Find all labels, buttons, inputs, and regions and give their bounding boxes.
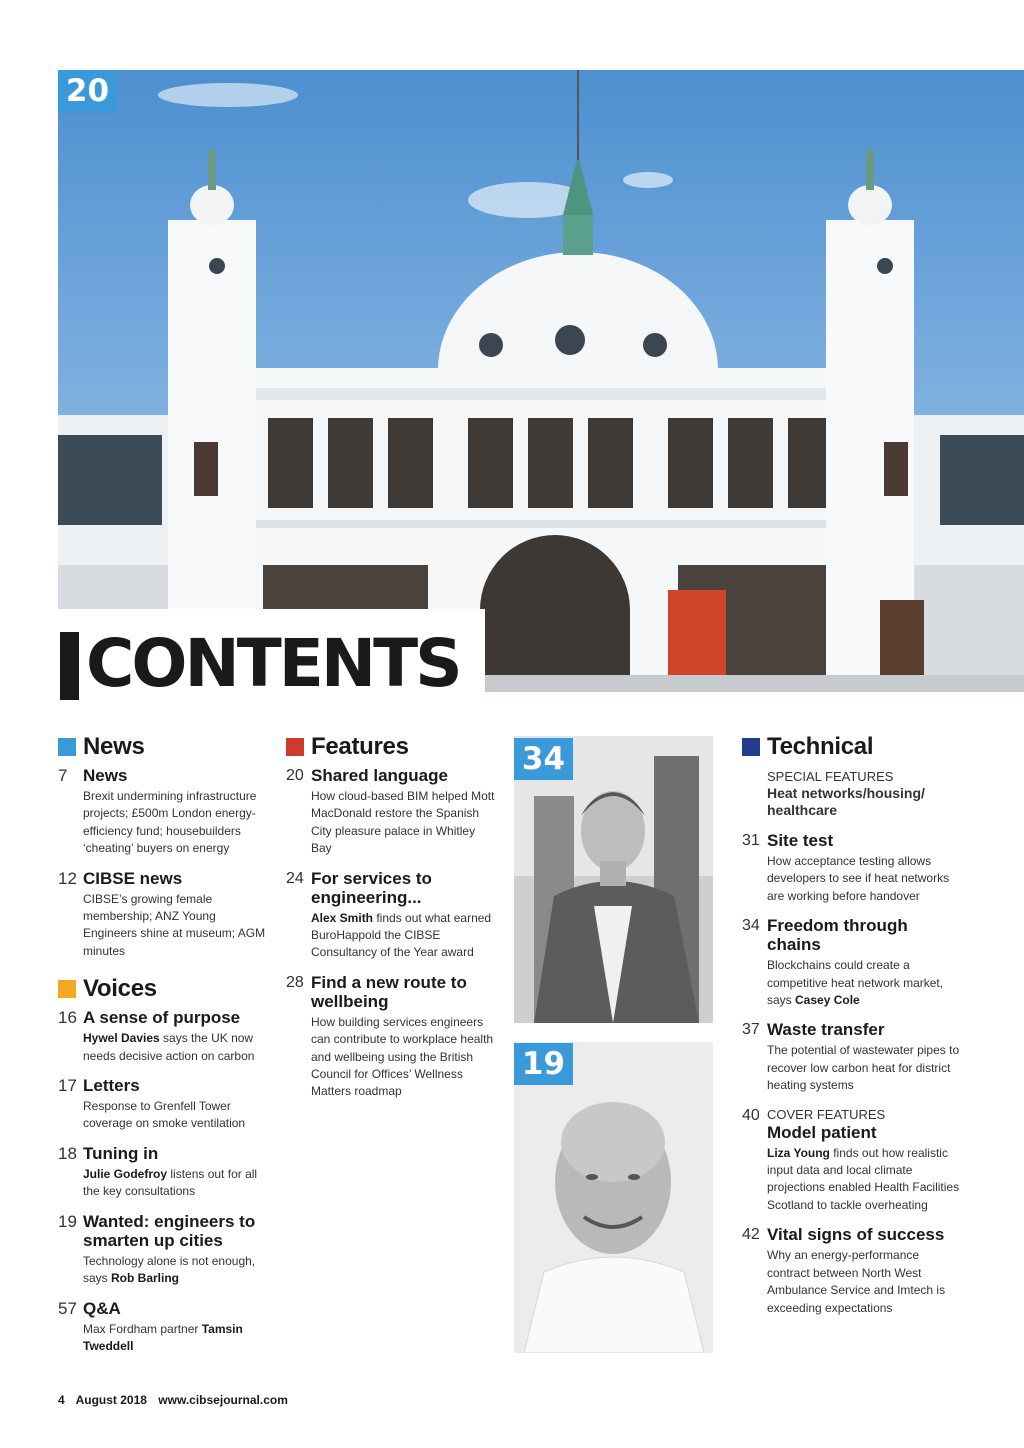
news-square-icon: [58, 738, 76, 756]
toc-entry-letters[interactable]: 17 Letters Response to Grenfell Tower coverage on smoke ventilation: [58, 1076, 246, 1131]
toc-entry-cibse-news[interactable]: 12 CIBSE news CIBSE’s growing female membership; ANZ Young Engineers shine at museum; AGM minutes: [58, 868, 266, 958]
toc-entry-services-to-engineering[interactable]: 24 For services to engineering... Alex Smith finds out what earned BuroHappold the CIBSE Consultancy of the Year award: [286, 868, 492, 960]
special-features-block: SPECIAL FEATURES Heat networks/housing/ healthcare: [767, 769, 925, 818]
technical-square-icon: [742, 738, 760, 756]
column-technical: [742, 732, 962, 1328]
hero-page-badge: 20: [58, 70, 117, 113]
photo-badge-19: 19: [514, 1043, 573, 1085]
photo-badge-34: 34: [514, 738, 573, 780]
toc-entry-vital-signs[interactable]: 42 Vital signs of success Why an energy-performance contract between North West Ambulance Service and Imtech is exceeding expectations: [742, 1225, 946, 1315]
toc-entry-waste-transfer[interactable]: 37 Waste transfer The potential of wastewater pipes to recover low carbon heat for district heating systems: [742, 1020, 960, 1093]
hero-photo: [58, 70, 1024, 692]
features-square-icon: [286, 738, 304, 756]
page-title: CONTENTS: [86, 625, 460, 702]
toc-entry-model-patient[interactable]: 40 COVER FEATURES Model patient Liza Young finds out how realistic input data and local climate projections enabled Health Facilities Scotland to tackle overheating: [742, 1106, 960, 1212]
toc-entry-shared-language[interactable]: 20 Shared language How cloud-based BIM helped Mott MacDonald restore the Spanish City pleasure palace in Whitley Bay: [286, 766, 495, 856]
section-news-heading: News: [58, 732, 268, 762]
section-technical-heading: Technical: [742, 732, 962, 762]
page-footer: [58, 1393, 296, 1407]
toc-entry-freedom-through-chains[interactable]: 34 Freedom through chains Blockchains could create a competitive heat network market, says Casey Cole: [742, 916, 944, 1008]
section-features-heading: Features: [286, 732, 496, 762]
toc-entry-news[interactable]: 7 News Brexit undermining infrastructure projects; £500m London energy-efficiency fund; housebuilders ‘cheating’ buyers on energy: [58, 766, 257, 856]
toc-entry-tuning-in[interactable]: 18 Tuning in Julie Godefroy listens out for all the key consultations: [58, 1143, 258, 1199]
toc-entry-site-test[interactable]: 31 Site test How acceptance testing allows developers to see if heat networks are working before handover: [742, 831, 950, 903]
title-bar: [60, 632, 79, 700]
toc-entry-qa[interactable]: 57 Q&A Max Fordham partner Tamsin Tweddell: [58, 1298, 243, 1353]
section-voices-heading: Voices: [58, 974, 268, 1004]
column-news-voices: [58, 732, 268, 1366]
footer-page-number: 4: [58, 1393, 65, 1407]
footer-date: August 2018: [75, 1393, 147, 1407]
voices-square-icon: [58, 980, 76, 998]
column-features: [286, 732, 496, 1112]
toc-entry-wanted-engineers[interactable]: 19 Wanted: engineers to smarten up cities Technology alone is not enough, says Rob Barling: [58, 1211, 256, 1286]
footer-url[interactable]: www.cibsejournal.com: [158, 1393, 288, 1407]
toc-entry-sense-of-purpose[interactable]: 16 A sense of purpose Hywel Davies says the UK now needs decisive action on carbon: [58, 1008, 255, 1063]
portrait-photo-page-19: [514, 1042, 713, 1353]
toc-entry-route-to-wellbeing[interactable]: 28 Find a new route to wellbeing How building services engineers can contribute to workplace health and wellbeing using the British Council for Offices’ Wellness Matters roadmap: [286, 972, 494, 1099]
